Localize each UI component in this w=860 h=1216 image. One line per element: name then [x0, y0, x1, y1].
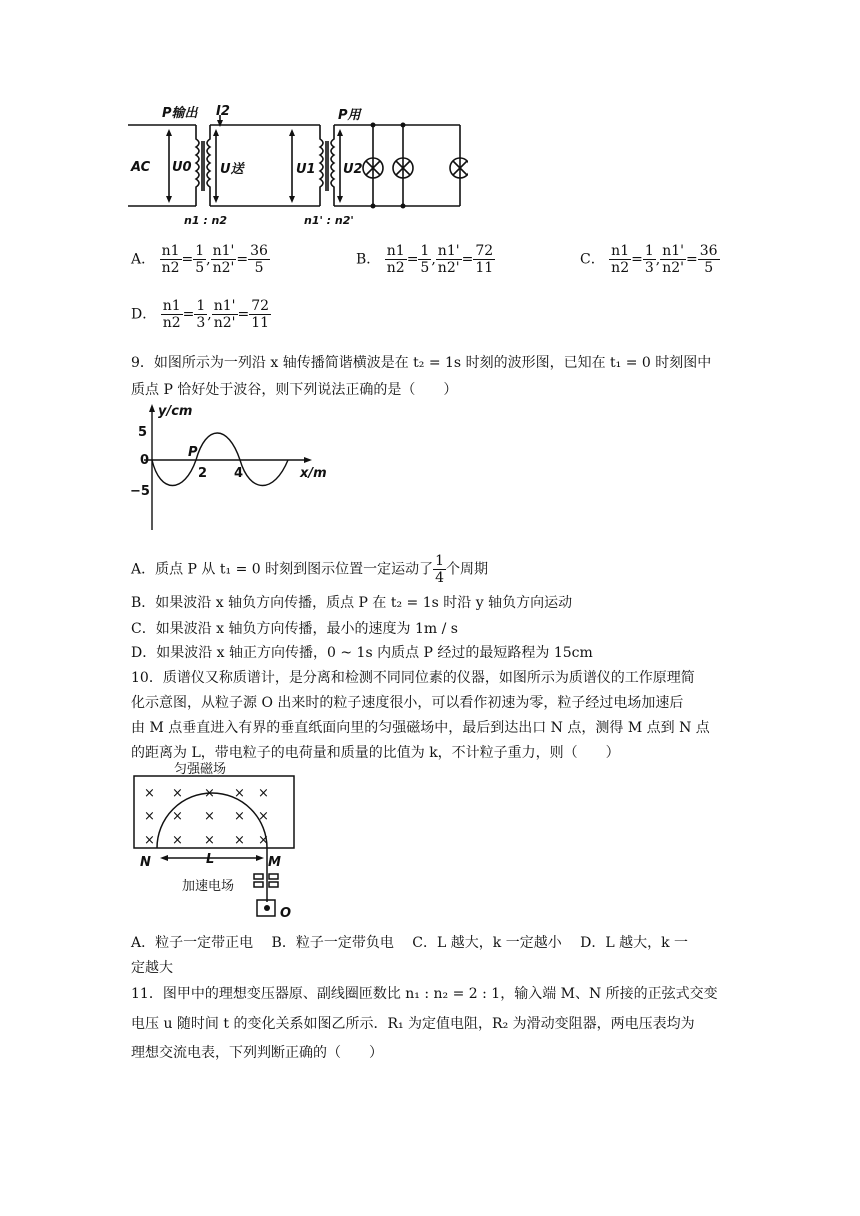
- q9-stem-line2: 质点 P 恰好处于波谷，则下列说法正确的是（ ）: [131, 382, 458, 398]
- point-n-label: N: [140, 855, 151, 870]
- i2-label: I2: [216, 104, 230, 119]
- point-m-label: M: [268, 855, 281, 870]
- svg-text:×: ×: [172, 786, 183, 801]
- u-send-label: U送: [220, 162, 244, 177]
- accel-field-label: 加速电场: [182, 879, 235, 894]
- svg-text:×: ×: [234, 833, 245, 848]
- svg-text:×: ×: [204, 786, 215, 801]
- y-tick-5: 5: [138, 425, 148, 440]
- ratio1-label: n1 : n2: [184, 214, 228, 227]
- q10-options-line1: A．粒子一定带正电 B．粒子一定带负电 C．L 越大，k 一定越小 D．L 越大，k 一: [131, 935, 689, 951]
- svg-text:×: ×: [144, 786, 155, 801]
- ac-label: AC: [131, 160, 151, 175]
- q8-option-a: A． $\frac{n1}{n2}$ = $\frac{1}{5}$ , $\frac{n1'}{n2'}$ = $\frac{36}{5}$: [131, 243, 268, 276]
- x-axis-label: x/m: [300, 466, 327, 481]
- ratio2-label: n1' : n2': [304, 214, 354, 227]
- q11-stem-line1: 11．图甲中的理想变压器原、副线圈匝数比 n₁ : n₂ = 2 : 1，输入端 M、N 所接的正弦式交变: [131, 986, 718, 1002]
- distance-l-label: L: [206, 852, 215, 867]
- q10-stem-line1: 10．质谱仪又称质谱计，是分离和检测不同同位素的仪器，如图所示为质谱仪的工作原理简: [131, 670, 695, 686]
- u0-label: U0: [172, 160, 192, 175]
- q10-options-line2: 定越大: [131, 960, 173, 976]
- p-use-label: P用: [338, 108, 361, 123]
- q10-stem-line2: 化示意图，从粒子源 O 出来时的粒子速度很小，可以看作初速为零，粒子经过电场加速后: [131, 695, 684, 711]
- u2-label: U2: [343, 162, 363, 177]
- point-p-label: P: [188, 445, 198, 460]
- x-tick-4: 4: [234, 466, 244, 481]
- q10-stem-line3: 由 M 点垂直进入有界的垂直纸面向里的匀强磁场中，最后到达出口 N 点，测得 M 点到 N 点: [131, 720, 710, 736]
- svg-text:×: ×: [258, 809, 269, 824]
- q9-option-a: A．质点 P 从 t₁ = 0 时刻到图示位置一定运动了 $\frac{1}{4}$ 个周期: [131, 553, 489, 586]
- q9-option-d: D．如果波沿 x 轴正方向传播，0 ~ 1s 内质点 P 经过的最短路程为 15cm: [131, 645, 593, 661]
- svg-text:×: ×: [172, 833, 183, 848]
- x-tick-2: 2: [198, 466, 208, 481]
- y-axis-label: y/cm: [158, 404, 193, 419]
- wave-graph-figure: [128, 402, 338, 532]
- q9-option-b: B．如果波沿 x 轴负方向传播，质点 P 在 t₂ = 1s 时沿 y 轴负方向运动: [131, 595, 573, 611]
- svg-text:×: ×: [204, 809, 215, 824]
- svg-text:×: ×: [144, 833, 155, 848]
- transmission-circuit-figure: [128, 103, 468, 228]
- svg-text:×: ×: [234, 809, 245, 824]
- point-o-label: O: [280, 906, 292, 921]
- mass-spectrometer-figure: [130, 762, 305, 922]
- q10-stem-line4: 的距离为 L，带电粒子的电荷量和质量的比值为 k，不计粒子重力，则（ ）: [131, 745, 620, 761]
- q8-option-b: B． $\frac{n1}{n2}$ = $\frac{1}{5}$ , $\frac{n1'}{n2'}$ = $\frac{72}{11}$: [356, 243, 494, 276]
- p-out-label: P输出: [162, 106, 198, 121]
- svg-text:×: ×: [204, 833, 215, 848]
- q8-option-d: D． $\frac{n1}{n2}$ = $\frac{1}{3}$ , $\frac{n1'}{n2'}$ = $\frac{72}{11}$: [131, 298, 270, 331]
- svg-text:×: ×: [258, 833, 269, 848]
- svg-text:×: ×: [144, 809, 155, 824]
- q9-stem-line1: 9．如图所示为一列沿 x 轴传播简谐横波是在 t₂ = 1s 时刻的波形图，已知在 t₁ = 0 时刻图中: [131, 355, 712, 371]
- y-tick-0: 0: [140, 453, 150, 468]
- svg-text:×: ×: [258, 786, 269, 801]
- y-tick-neg5: −5: [130, 484, 150, 499]
- q8-option-c: C． $\frac{n1}{n2}$ = $\frac{1}{3}$ , $\frac{n1'}{n2'}$ = $\frac{36}{5}$: [580, 243, 718, 276]
- q11-stem-line2: 电压 u 随时间 t 的变化关系如图乙所示．R₁ 为定值电阻，R₂ 为滑动变阻器，两电压表均为: [131, 1016, 695, 1032]
- u1-label: U1: [296, 162, 316, 177]
- magnetic-field-title: 匀强磁场: [174, 762, 227, 777]
- q11-stem-line3: 理想交流电表，下列判断正确的（ ）: [131, 1045, 383, 1061]
- svg-text:×: ×: [172, 809, 183, 824]
- q9-option-c: C．如果波沿 x 轴负方向传播，最小的速度为 1m / s: [131, 621, 458, 637]
- svg-text:×: ×: [234, 786, 245, 801]
